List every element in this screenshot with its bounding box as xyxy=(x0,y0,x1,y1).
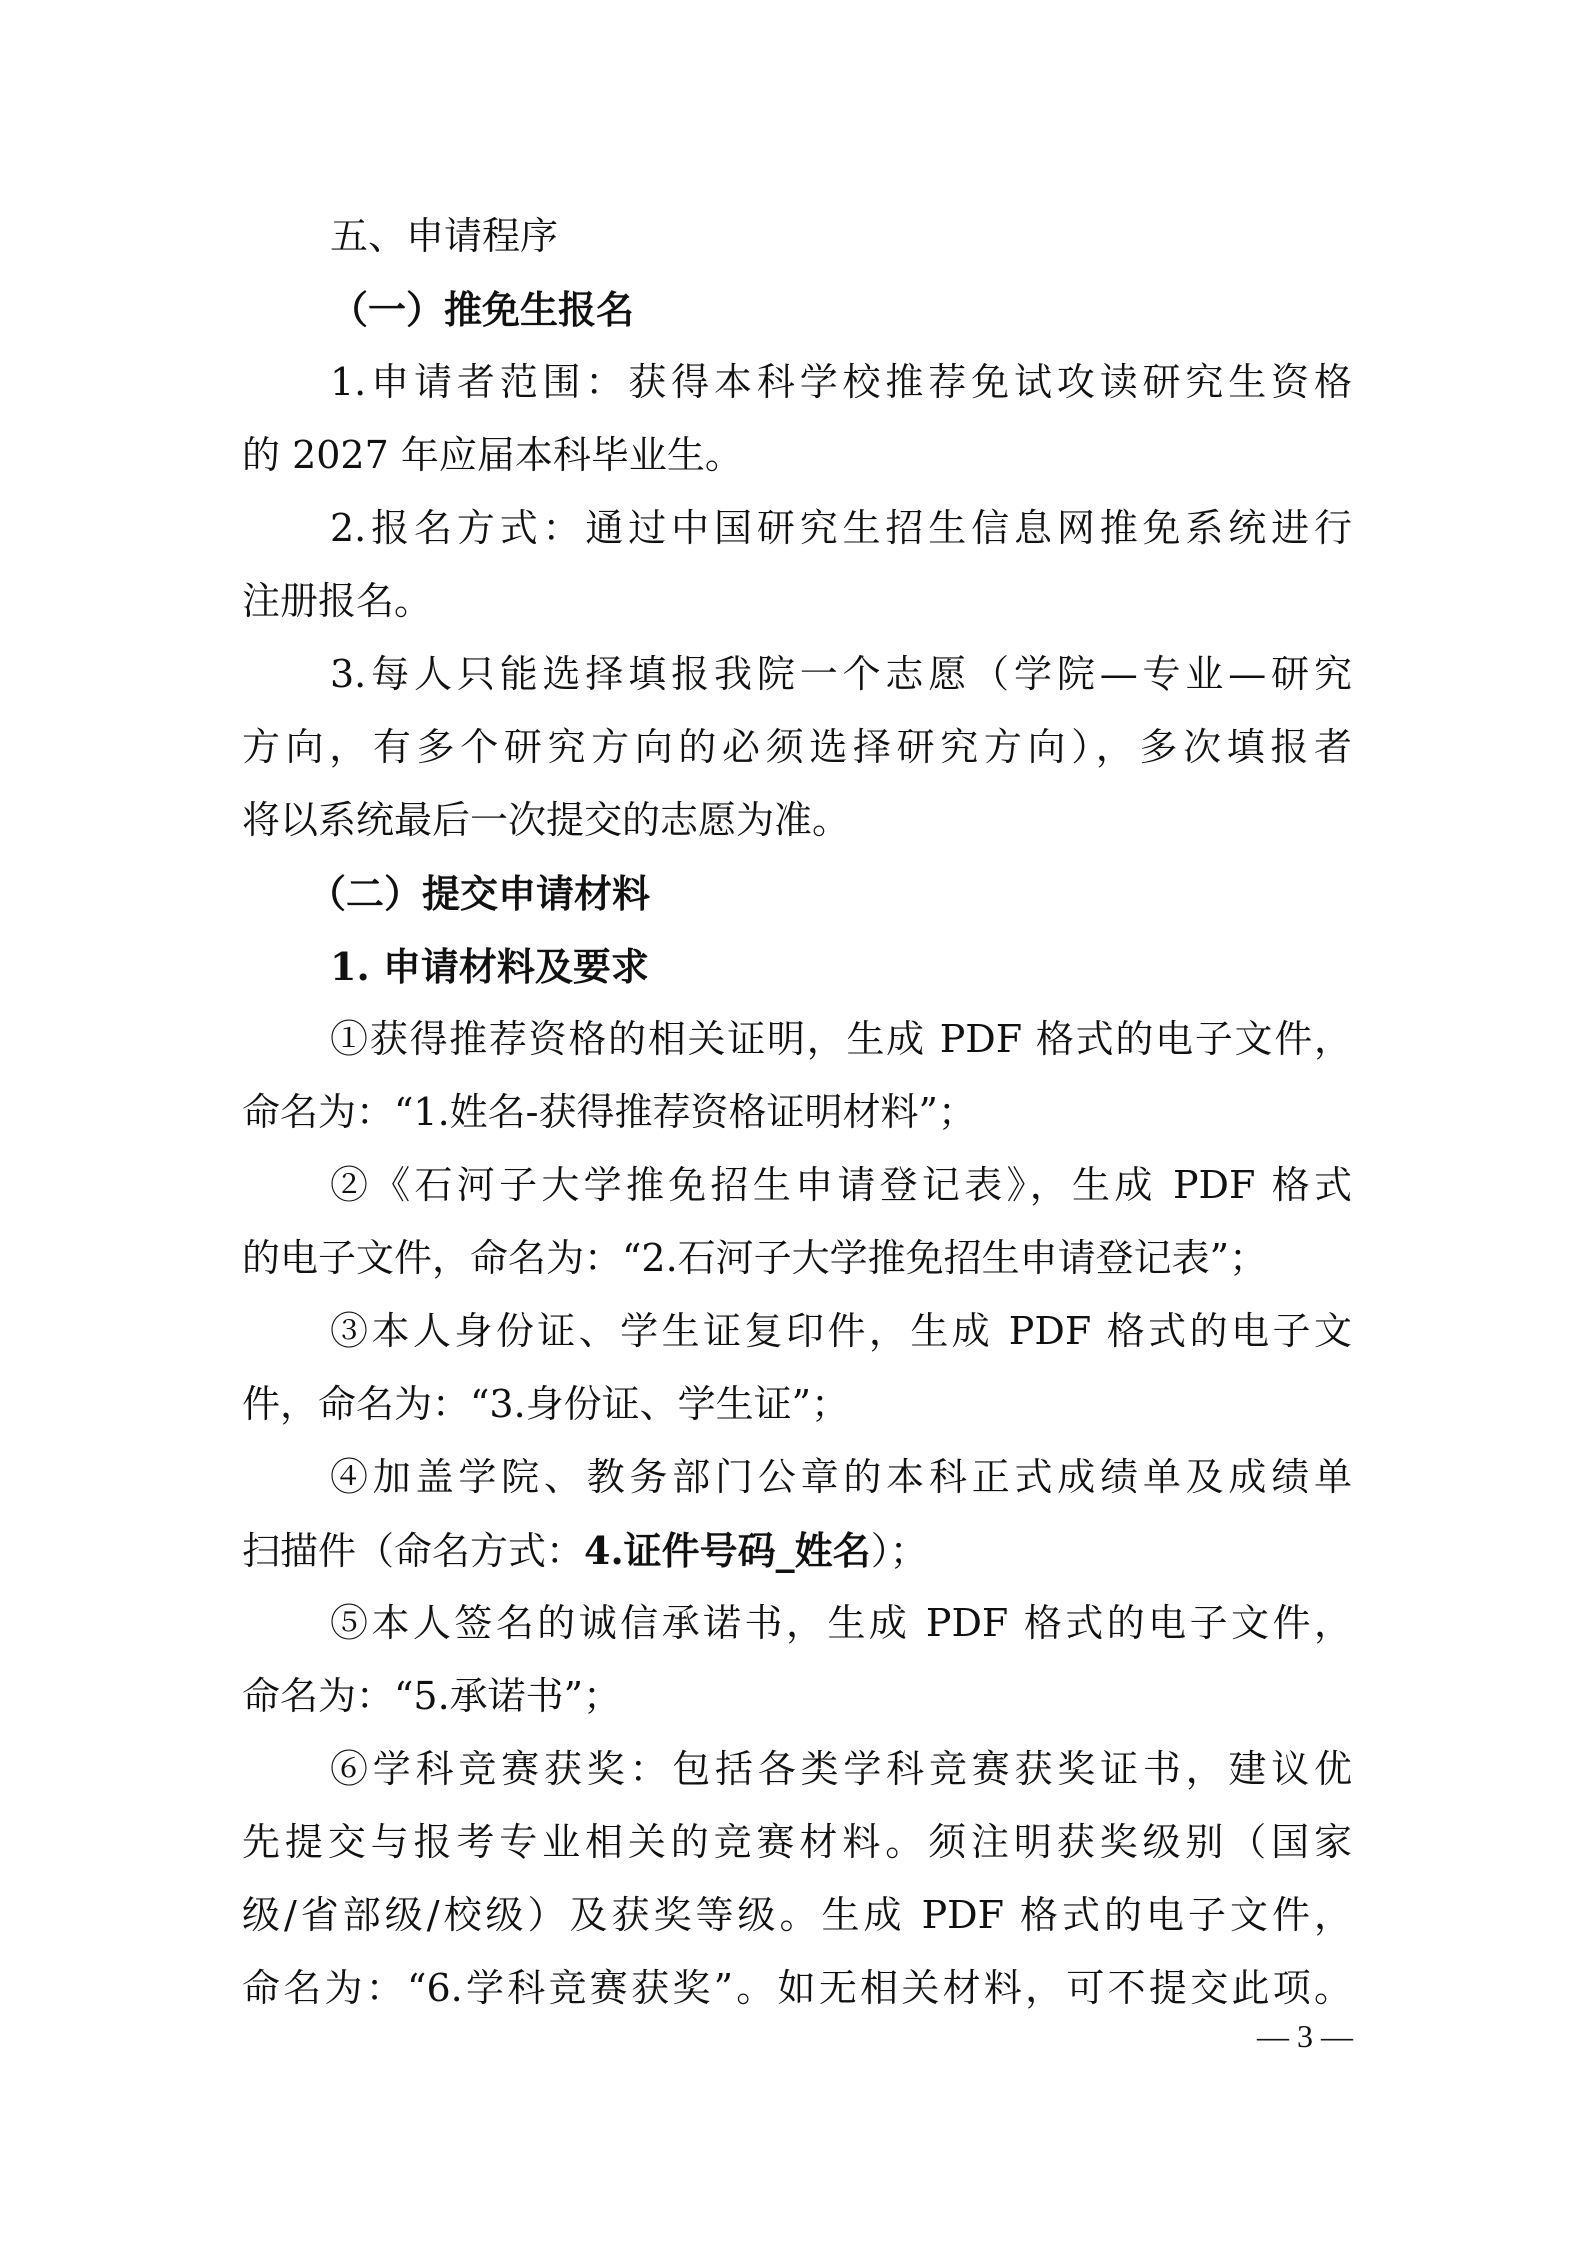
page-number: — 3 — xyxy=(1257,2018,1353,2054)
paragraph-line: 的 2027 年应届本科毕业生。 xyxy=(242,433,743,477)
document-body xyxy=(242,200,1352,2025)
subsection-heading-2: （二）提交申请材料 xyxy=(308,871,651,916)
text-span: 扫描件（命名方式： xyxy=(242,1529,585,1573)
paragraph-line: 的电子文件，命名为：“2.石河子大学推免招生申请登记表”； xyxy=(242,1236,1268,1280)
section-heading: 五、申请程序 xyxy=(330,214,559,258)
paragraph-line: 命名为：“5.承诺书”； xyxy=(242,1674,622,1718)
materials-heading: 1. 申请材料及要求 xyxy=(330,944,649,989)
bold-text: 4.证件号码_姓名 xyxy=(584,1528,871,1573)
paragraph-line: 件，命名为：“3.身份证、学生证”； xyxy=(242,1382,850,1426)
paragraph-line: ②《石河子大学推免招生申请登记表》，生成 PDF 格式 xyxy=(330,1163,1352,1207)
paragraph-line: 2.报名方式：通过中国研究生招生信息网推免系统进行 xyxy=(330,506,1352,550)
paragraph-line: 命名为：“6.学科竞赛获奖”。如无相关材料，可不提交此项。 xyxy=(242,1966,1352,2010)
paragraph-line: ④加盖学院、教务部门公章的本科正式成绩单及成绩单 xyxy=(330,1455,1352,1499)
paragraph-line: 级/省部级/校级）及获奖等级。生成 PDF 格式的电子文件， xyxy=(242,1893,1352,1937)
subsection-heading-1: （一）推免生报名 xyxy=(330,287,635,332)
paragraph-line: 先提交与报考专业相关的竞赛材料。须注明获奖级别（国家 xyxy=(242,1820,1352,1864)
paragraph-line: 3.每人只能选择填报我院一个志愿（学院—专业—研究 xyxy=(330,652,1352,696)
paragraph-line: 方向，有多个研究方向的必须选择研究方向），多次填报者 xyxy=(242,725,1352,769)
paragraph-line: 1.申请者范围：获得本科学校推荐免试攻读研究生资格 xyxy=(330,360,1352,404)
paragraph-line xyxy=(242,1514,1352,1587)
paragraph-line: ③本人身份证、学生证复印件，生成 PDF 格式的电子文 xyxy=(330,1309,1352,1353)
paragraph-line: ①获得推荐资格的相关证明，生成 PDF 格式的电子文件， xyxy=(330,1017,1352,1061)
paragraph-line: ⑤本人签名的诚信承诺书，生成 PDF 格式的电子文件， xyxy=(330,1601,1352,1645)
paragraph-line: 命名为：“1.姓名-获得推荐资格证明材料”； xyxy=(242,1090,976,1134)
text-span: ）； xyxy=(870,1529,928,1573)
paragraph-line: 将以系统最后一次提交的志愿为准。 xyxy=(242,798,851,842)
paragraph-line: 注册报名。 xyxy=(242,579,433,623)
paragraph-line: ⑥学科竞赛获奖：包括各类学科竞赛获奖证书，建议优 xyxy=(330,1747,1352,1791)
